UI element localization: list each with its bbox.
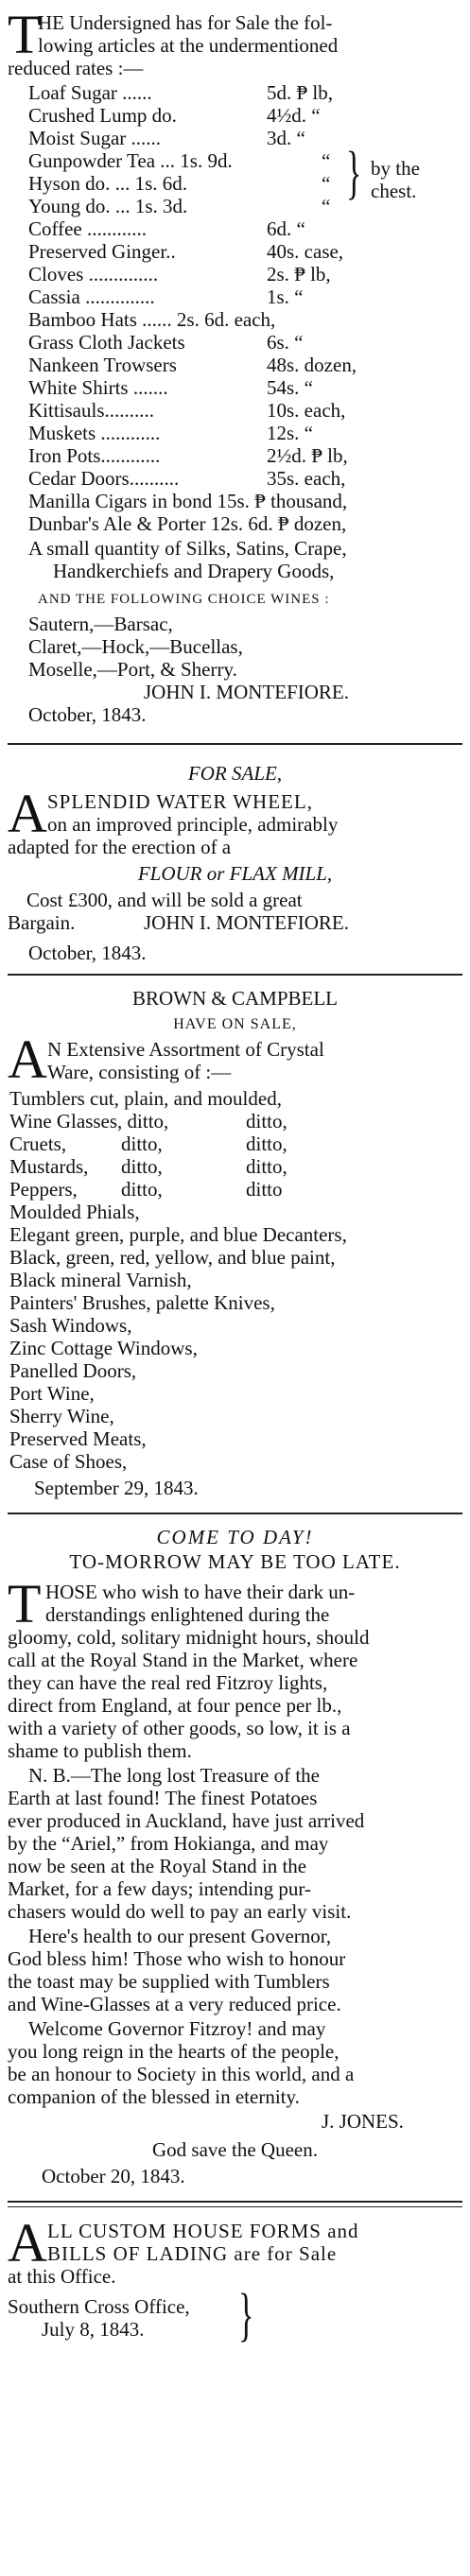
para-line: be an honour to Society in this world, and a <box>8 2063 355 2085</box>
list-item: Black mineral Varnish, <box>9 1269 192 1291</box>
heading: BROWN & CAMPBELL <box>131 987 338 1010</box>
item-name: Young do. ... 1s. 3d. <box>28 195 188 217</box>
grid-cell: ditto, <box>121 1178 163 1201</box>
item-name: Manilla Cigars in bond 15s. ₱ thousand, <box>28 490 348 512</box>
list-item: Sherry Wine, <box>9 1405 114 1427</box>
ad-line: at this Office. <box>8 2265 116 2288</box>
grid-cell: Tumblers cut, plain, and moulded, <box>9 1087 282 1110</box>
brace-icon: } <box>238 2283 254 2347</box>
item-price: 3d. “ <box>267 127 305 149</box>
silks-line: Handkerchiefs and Drapery Goods, <box>53 560 335 582</box>
date: October, 1843. <box>28 942 147 964</box>
wine-line: Claret,—Hock,—Bucellas, <box>28 635 243 658</box>
item-name: Coffee ............ <box>28 217 148 240</box>
para-line: derstandings enlightened during the <box>45 1603 330 1626</box>
para-line: N. B.—The long lost Treasure of the <box>28 1764 320 1787</box>
item-name: Cedar Doors.......... <box>28 467 180 490</box>
list-item: Moulded Phials, <box>9 1201 140 1223</box>
para-line: gloomy, cold, solitary midnight hours, should <box>8 1626 370 1649</box>
para-line: you long reign in the hearts of the people, <box>8 2040 339 2063</box>
divider <box>8 1513 462 1514</box>
signature: JOHN I. MONTEFIORE. <box>144 911 349 934</box>
ad-line: BILLS OF LADING are for Sale <box>47 2242 338 2265</box>
ad-line: LL CUSTOM HOUSE FORMS and <box>47 2220 359 2242</box>
silks-line: A small quantity of Silks, Satins, Crape, <box>28 537 347 560</box>
ad-line: SPLENDID WATER WHEEL, <box>47 790 313 813</box>
grid-cell: ditto, <box>121 1155 163 1178</box>
ad-line: on an improved principle, admirably <box>47 813 339 836</box>
item-price: 35s. each, <box>267 467 346 490</box>
grid-cell: Peppers, <box>9 1178 78 1201</box>
para-line: ever produced in Auckland, have just arrived <box>8 1809 365 1832</box>
para-line: call at the Royal Stand in the Market, where <box>8 1649 358 1671</box>
drop-cap: T <box>8 1573 42 1634</box>
item-price: 6d. “ <box>267 217 305 240</box>
item-name: White Shirts ....... <box>28 376 168 399</box>
list-item: Zinc Cottage Windows, <box>9 1337 198 1359</box>
signature: J. JONES. <box>322 2110 404 2133</box>
para-line: by the “Ariel,” from Hokianga, and may <box>8 1832 329 1855</box>
grid-cell: ditto, <box>121 1132 163 1155</box>
item-price: 2½d. ₱ lb, <box>267 444 348 467</box>
list-item: Black, green, red, yellow, and blue paint, <box>9 1246 336 1269</box>
grid-cell: ditto <box>246 1178 283 1201</box>
item-price: 5d. ₱ lb, <box>267 81 334 104</box>
subheading: HAVE ON SALE, <box>173 1016 297 1032</box>
chest-note: by the <box>371 157 420 180</box>
para-line: companion of the blessed in eternity. <box>8 2085 300 2108</box>
mill-line: FLOUR or FLAX MILL, <box>137 862 333 885</box>
subheading: TO-MORROW MAY BE TOO LATE. <box>69 1550 401 1573</box>
list-item: Elegant green, purple, and blue Decanters, <box>9 1223 347 1246</box>
intro-line: lowing articles at the undermentioned <box>38 34 339 57</box>
cost-line: Cost £300, and will be sold a great <box>26 889 303 911</box>
para-line: Welcome Governor Fitzroy! and may <box>28 2017 326 2040</box>
divider <box>8 743 462 745</box>
item-price: “ <box>322 195 331 217</box>
grid-cell: ditto, <box>246 1132 287 1155</box>
intro-line: N Extensive Assortment of Crystal <box>47 1038 324 1061</box>
heading: COME TO DAY! <box>156 1526 314 1548</box>
para-line: HOSE who wish to have their dark un- <box>45 1581 356 1603</box>
grid-cell: Cruets, <box>9 1132 67 1155</box>
item-price: 48s. dozen, <box>267 354 357 376</box>
date: July 8, 1843. <box>42 2318 145 2341</box>
chest-note: chest. <box>371 180 417 202</box>
item-name: Crushed Lump do. <box>28 104 177 127</box>
para-line: shame to publish them. <box>8 1739 192 1762</box>
drop-cap: A <box>8 2212 47 2273</box>
wines-heading: AND THE FOLLOWING CHOICE WINES : <box>38 592 330 607</box>
list-item: Case of Shoes, <box>9 1450 128 1473</box>
item-name: Cloves .............. <box>28 263 159 285</box>
para-line: and Wine-Glasses at a very reduced price. <box>8 1993 341 2015</box>
ad-line: adapted for the erection of a <box>8 836 232 858</box>
cost-line: Bargain. <box>8 911 76 934</box>
signature: JOHN I. MONTEFIORE. <box>144 681 349 703</box>
para-line: Here's health to our present Governor, <box>28 1925 332 1947</box>
para-line: chasers would do well to pay an early visit. <box>8 1900 352 1923</box>
item-name: Iron Pots............ <box>28 444 161 467</box>
item-price: 4½d. “ <box>267 104 321 127</box>
god-save-line: God save the Queen. <box>152 2138 318 2161</box>
divider <box>8 974 462 976</box>
para-line: they can have the real red Fitzroy lights, <box>8 1671 328 1694</box>
item-name: Hyson do. ... 1s. 6d. <box>28 172 188 195</box>
item-name: Loaf Sugar ...... <box>28 81 152 104</box>
item-price: “ <box>322 149 331 172</box>
para-line: Earth at last found! The finest Potatoes <box>8 1787 318 1809</box>
item-price: 12s. “ <box>267 422 313 444</box>
item-name: Moist Sugar ...... <box>28 127 162 149</box>
item-name: Cassia .............. <box>28 285 155 308</box>
drop-cap: A <box>8 783 47 844</box>
list-item: Painters' Brushes, palette Knives, <box>9 1291 275 1314</box>
drop-cap: A <box>8 1029 47 1090</box>
divider <box>8 2201 462 2207</box>
heading: FOR SALE, <box>187 762 283 785</box>
item-name: Preserved Ginger.. <box>28 240 176 263</box>
office-line: Southern Cross Office, <box>8 2295 190 2318</box>
item-name: Nankeen Trowsers <box>28 354 177 376</box>
item-price: 54s. “ <box>267 376 313 399</box>
list-item: Preserved Meats, <box>9 1427 147 1450</box>
item-price: 1s. “ <box>267 285 304 308</box>
intro-line: HE Undersigned has for Sale the fol- <box>38 11 333 34</box>
wine-line: Moselle,—Port, & Sherry. <box>28 658 237 681</box>
item-name: Bamboo Hats ...... 2s. 6d. each, <box>28 308 276 331</box>
wine-line: Sautern,—Barsac, <box>28 613 173 635</box>
para-line: with a variety of other goods, so low, it is a <box>8 1717 351 1739</box>
intro-line: Ware, consisting of :— <box>47 1061 232 1083</box>
item-price: “ <box>322 172 331 195</box>
para-line: Market, for a few days; intending pur- <box>8 1877 311 1900</box>
list-item: Panelled Doors, <box>9 1359 137 1382</box>
date: October 20, 1843. <box>42 2165 185 2187</box>
item-price: 2s. ₱ lb, <box>267 263 331 285</box>
para-line: now be seen at the Royal Stand in the <box>8 1855 307 1877</box>
intro-line: reduced rates :— <box>8 57 144 79</box>
para-line: the toast may be supplied with Tumblers <box>8 1970 330 1993</box>
grid-cell: ditto, <box>246 1155 287 1178</box>
brace-icon: } <box>346 141 362 205</box>
grid-cell: Mustards, <box>9 1155 89 1178</box>
date: September 29, 1843. <box>34 1477 199 1499</box>
para-line: God bless him! Those who wish to honour <box>8 1947 346 1970</box>
grid-cell: Wine Glasses, ditto, <box>9 1110 169 1132</box>
item-name: Kittisauls.......... <box>28 399 155 422</box>
item-price: 40s. case, <box>267 240 344 263</box>
grid-cell: ditto, <box>246 1110 287 1132</box>
para-line: direct from England, at four pence per lb., <box>8 1694 342 1717</box>
item-price: 10s. each, <box>267 399 346 422</box>
item-name: Muskets ............ <box>28 422 161 444</box>
list-item: Port Wine, <box>9 1382 95 1405</box>
item-name: Gunpowder Tea ... 1s. 9d. <box>28 149 233 172</box>
drop-cap: T <box>8 4 42 65</box>
list-item: Sash Windows, <box>9 1314 132 1337</box>
date: October, 1843. <box>28 703 147 726</box>
item-name: Dunbar's Ale & Porter 12s. 6d. ₱ dozen, <box>28 512 347 535</box>
item-price: 6s. “ <box>267 331 304 354</box>
item-name: Grass Cloth Jackets <box>28 331 185 354</box>
